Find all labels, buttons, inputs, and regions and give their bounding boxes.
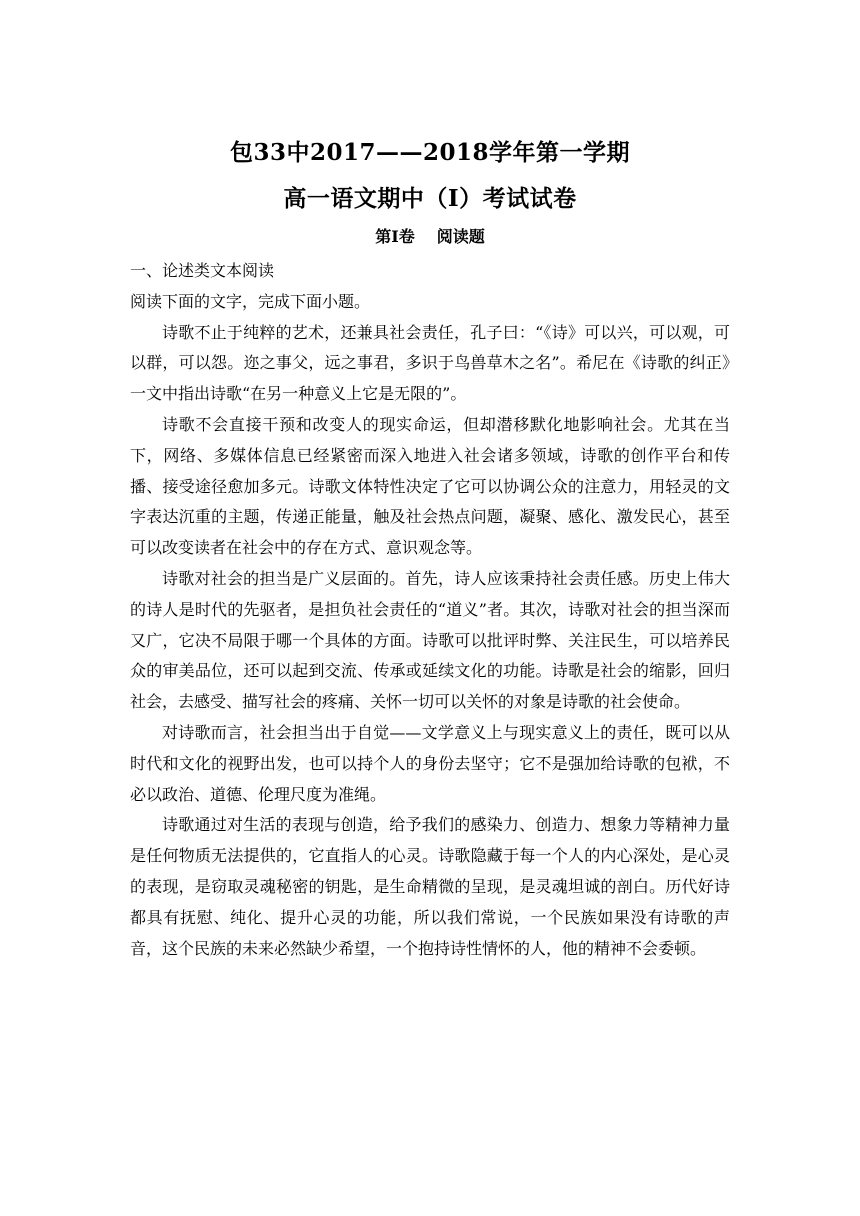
passage-paragraph-5: 诗歌通过对生活的表现与创造，给予我们的感染力、创造力、想象力等精神力量是任何物质无法提供的，它直指人的心灵。诗歌隐藏于每一个人的内心深处，是心灵的表现，是窃取灵魂秘密的钥匙，是生命精微的呈现，是灵魂坦诚的剖白。历代好诗都具有抚慰、纯化、提升心灵的功能，所以我们常说，一个民族如果没有诗歌的声音，这个民族的未来必然缺少希望，一个抱持诗性情怀的人，他的精神不会委顿。 [130, 815, 730, 958]
passage-paragraph-2: 诗歌不会直接干预和改变人的现实命运，但却潜移默化地影响社会。尤其在当下，网络、多媒体信息已经紧密而深入地进入社会诸多领域，诗歌的创作平台和传播、接受途径愈加多元。诗歌文体特性决定了它可以协调公众的注意力，用轻灵的文字表达沉重的主题，传递正能量，触及社会热点问题，凝聚、感化、激发民心，甚至可以改变读者在社会中的存在方式、意识观念等。 [130, 414, 730, 558]
passage-paragraph-3: 诗歌对社会的担当是广义层面的。首先，诗人应该秉持社会责任感。历史上伟大的诗人是时代的先驱者，是担负社会责任的“道义”者。其次，诗歌对社会的担当深而又广，它决不局限于哪一个具体的方面。诗歌可以批评时弊、关注民生，可以培养民众的审美品位，还可以起到交流、传承或延续文化的功能。诗歌是社会的缩影，回归社会，去感受、描写社会的疼痛、关怀一切可以关怀的对象是诗歌的社会使命。 [130, 568, 730, 712]
exam-title: 包33中2017——2018学年第一学期 [229, 139, 631, 166]
section-part-label: 第Ⅰ卷 [375, 227, 415, 246]
passage-paragraph-4: 对诗歌而言，社会担当出于自觉——文学意义上与现实意义上的责任，既可以从时代和文化的视野出发，也可以持个人的身份去坚守；它不是强加给诗歌的包袱，不必以政治、道德、伦理尺度为准绳。 [130, 722, 730, 804]
question-body [130, 256, 730, 964]
section-heading [0, 224, 860, 247]
question-heading: 一、论述类文本阅读 [130, 261, 275, 280]
section-name-label: 阅读题 [436, 227, 485, 246]
exam-subtitle: 高一语文期中（Ⅰ）考试试卷 [283, 185, 577, 212]
question-instruction: 阅读下面的文字，完成下面小题。 [130, 291, 371, 311]
passage-paragraph-1: 诗歌不止于纯粹的艺术，还兼具社会责任，孔子曰：“《诗》可以兴，可以观，可以群，可以怨。迩之事父，远之事君，多识于鸟兽草木之名”。希尼在《诗歌的纠正》一文中指出诗歌“在另一种意义上它是无限的”。 [130, 322, 730, 404]
